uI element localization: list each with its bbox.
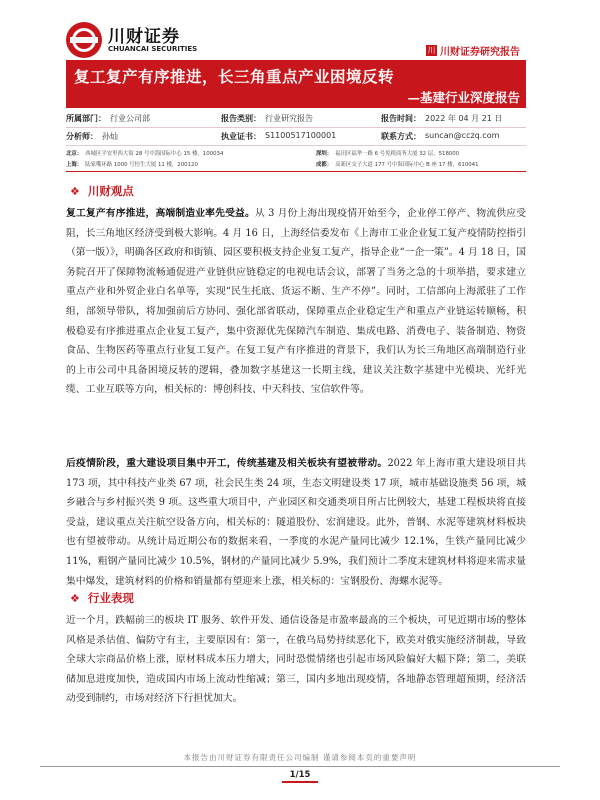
section-title: 川财观点 (87, 184, 134, 198)
report-subtitle: —基建行业深度报告 (407, 90, 520, 105)
brand-tag (426, 42, 520, 58)
paragraph-lead: 后疫情阶段，重大建设项目集中开工，传统基建及相关板块有望被带动。 (66, 458, 388, 469)
addr-cd-label: 成都： (316, 161, 333, 168)
addr-bj: 西城区平安里西大街 28 号中海国际中心 15 楼，100034 (85, 150, 224, 157)
paragraph-body: 2022 年上海市重大建设项目共 173 项，其中科技产业类 67 项，社会民生类 24 项，生态文明建设类 17 项，城市基础设施类 56 项，城乡融合与乡村振兴类 9 项。这些重大项目中，产业园区和交通类项目所占比例较大，基建工程板块将直接受益，建议重点关注航空设备方向，相关标的：隧道股份、宏润建设。此外，普钢、水泥等建筑材料板块也有望被带动。从统计局近期公布的数据来看，一季度的水泥产量同比减少 12.1%，生铁产量同比减少 11%，粗钢产量同比减少 10.5%，钢材的产量同比减少 5.9%，我们预计二季度末建筑材料将迎来需求量集中爆发，建筑材料的价格和销量都有望迎来上涨，相关标的：宝钢股份、海螺水泥等。 (66, 458, 526, 587)
meta-cert-label: 执业证书： (221, 132, 261, 141)
page-number: 1/15 (282, 770, 318, 783)
paragraph-infrastructure (66, 454, 526, 591)
brand-label: 川财证券研究报告 (440, 46, 520, 58)
meta-type-label: 报告类别： (221, 114, 261, 123)
meta-date: 2022 年 04 月 21 日 (425, 114, 503, 123)
addr-bj-label: 北京： (66, 150, 83, 157)
paragraph-lead: 复工复产有序推进，高端制造业率先受益。 (66, 208, 255, 219)
report-title: 复工复产有序推进，长三角重点产业困境反转 (74, 67, 395, 86)
meta-analyst: 孙灿 (102, 132, 118, 141)
meta-type: 行业研究报告 (265, 114, 313, 123)
meta-contact-label: 联系方式： (381, 132, 421, 141)
office-addresses (66, 147, 526, 172)
company-name-cn: 川财证券 (108, 27, 180, 47)
meta-dept-label: 所属部门： (66, 114, 106, 123)
addr-sz: 福田区福华一路 6 号免税商务大厦 32 层，518000 (335, 150, 460, 157)
footer-divider (40, 766, 560, 767)
meta-cert: S1100517100001 (265, 131, 337, 140)
footer-disclaimer: 本报告由川财证券有限责任公司编制 谨请参阅本页的重要声明 (183, 753, 417, 762)
addr-sh-label: 上海： (66, 161, 83, 168)
report-meta (66, 110, 526, 146)
meta-date-label: 报告时间： (381, 114, 421, 123)
paragraph-body: 从 3 月份上海出现疫情开始至今，企业停工停产、物流供应受阻，长三角地区经济受到极大影响。4 月 16 日，上海经信委发布《上海市工业企业复工复产疫情防控指引（第一版）》，明确各区政府和街镇、园区要积极支持企业复工复产，指导企业“一企一策”。4 月 18 日，国务院召开了保障物流畅通促进产业链供应链稳定的电视电话会议，部署了当务之急的十项举措，要求建立重点产业和外贸企业白名单等，实现“民生托底、货运不断、生产不停”。同时，工信部向上海派驻了工作组，部领导带队，将加强前后方协同、强化部省联动，保障重点企业稳定生产和重点产业链运转顺畅，积极稳妥有序推进重点企业复工复产，集中资源优先保障汽车制造、集成电路、消费电子、装备制造、物资食品、生物医药等重点行业复工复产。在复工复产有序推进的背景下，我们认为长三角地区高端制造行业的上市公司中具备困境反转的逻辑，叠加数字基建这一长期主线，建议关注数字基建中光模块、光纤光缆、工业互联等方向，相关标的：博创科技、中天科技、宝信软件等。 (66, 208, 527, 396)
brand-icon: 川 (427, 45, 436, 55)
section-heading-views (70, 183, 134, 199)
paragraph-recovery (66, 204, 526, 400)
meta-row (66, 110, 526, 128)
company-logo-mark (66, 22, 102, 58)
addr-sz-label: 深圳： (316, 150, 333, 157)
meta-dept: 行业公司部 (110, 114, 150, 123)
meta-contact[interactable]: suncan@cczq.com (425, 131, 500, 140)
company-name-en: CHUANCAI SECURITIES (108, 45, 198, 53)
paragraph-industry-performance (66, 611, 526, 709)
section-title: 行业表现 (87, 591, 134, 605)
meta-analyst-label: 分析师： (66, 132, 98, 141)
diamond-bullet-icon: ❖ (70, 591, 80, 605)
section-heading-industry (70, 590, 134, 606)
meta-row (66, 128, 526, 146)
paragraph-body: 近一个月，跌幅前三的板块 IT 服务、软件开发、通信设备是市盈率最高的三个板块，可见近期市场的整体风格是杀估值、偏防守有主，主要原因有：第一，在俄乌局势持续恶化下，欧美对俄实施经济制裁，导致全球大宗商品价格上涨，原材料成本压力增大，同时恐慌情绪也引起市场风险偏好大幅下降；第二，美联储加息进度加快，造成国内市场上流动性缩减；第三，国内多地出现疫情，各地静态管理超预期，经济活动受到制约，市场对经济下行担忧加大。 (66, 615, 526, 705)
diamond-bullet-icon: ❖ (70, 184, 80, 198)
addr-cd: 高新区交子大道 177 号中海国际中心 B 座 17 楼，610041 (335, 161, 479, 168)
addr-sh: 陆家嘴环路 1000 号恒生大厦 11 楼，200120 (85, 161, 198, 168)
